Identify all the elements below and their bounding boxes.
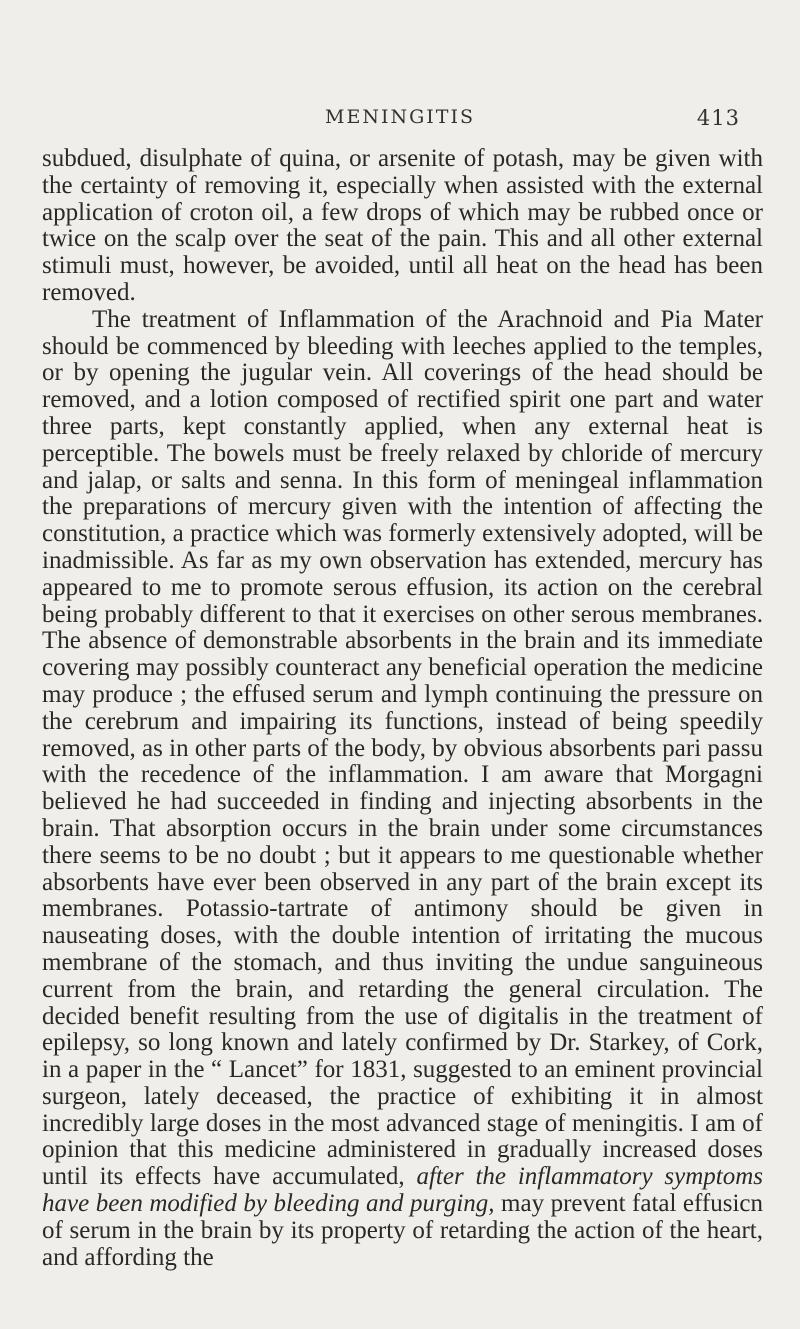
paragraph-text: The treatment of Inflammation of the Arachnoid and Pia Mater should be commenced by bleeding with leeches applied to the temples, or by opening the jugular vein. All coverings of the head should be removed, and a lotion composed of rectified spirit one part and water three parts, kept constantly applied, when any external heat is perceptible. The bowels must be freely relaxed by chloride of mercury and jalap, or salts and senna. In this form of meningeal inflammation the preparations of mercury given with the intention of affecting the constitution, a practice which was formerly extensively adopted, will be inadmissible. As far as my own observation has extended, mercury has appeared to me to promote serous effusion, its action on the cerebral being probably different to that it exercises on other serous membranes. The absence of demonstrable absorbents in the brain and its immediate covering may possibly counteract any beneficial operation the medicine may produce ; the effused serum and lymph continuing the pressure on the cerebrum and impairing its functions, instead of being speedily removed, as in other parts of the body, by obvious absorbents pari passu with the recedence of the inflammation. I am aware that Morgagni believed he had succeeded in finding and injecting absorbents in the brain. That absorption occurs in the brain under some circumstances there seems to be no doubt ; but it appears to me questionable whether absorbents have ever been observed in any part of the brain except its membranes. Potassio-tartrate of antimony should be given in nauseating doses, with the double intention of irritating the mucous membrane of the stomach, and thus inviting the undue sanguineous current from the brain, and retarding the general circulation. The decided benefit resulting from the use of digitalis in the treatment of epilepsy, so long known and lately confirmed by Dr. Starkey, of Cork, in a paper in the “ Lancet” for 1831, suggested to an eminent provincial surgeon, lately deceased, the practice of exhibiting it in almost incredibly large doses in the most advanced stage of meningitis. I am of opinion that this medicine administered in gradually increased doses until its effects have accumulated, xyxy=(42,305,763,1191)
italic-phrase: after the inflammatory symptoms have been modified by bleeding and purging, xyxy=(42,1163,763,1218)
body-text xyxy=(42,146,763,1271)
paragraph-continued xyxy=(42,146,763,307)
paragraph-treatment xyxy=(42,307,763,1272)
paragraph-text: may prevent fatal effusicn of serum in the brain by its property of retarding the action of the heart, and affording the xyxy=(42,1190,763,1271)
page-number: 413 xyxy=(696,106,740,130)
running-head xyxy=(0,106,800,136)
paragraph-text: subdued, disulphate of quina, or arsenite of potash, may be given with the certainty of removing it, especially when assisted with the external application of croton oil, a few drops of which may be rubbed once or twice on the scalp over the seat of the pain. This and all other external stimuli must, however, be avoided, until all heat on the head has been removed. xyxy=(42,145,763,306)
running-title: MENINGITIS xyxy=(325,106,475,128)
